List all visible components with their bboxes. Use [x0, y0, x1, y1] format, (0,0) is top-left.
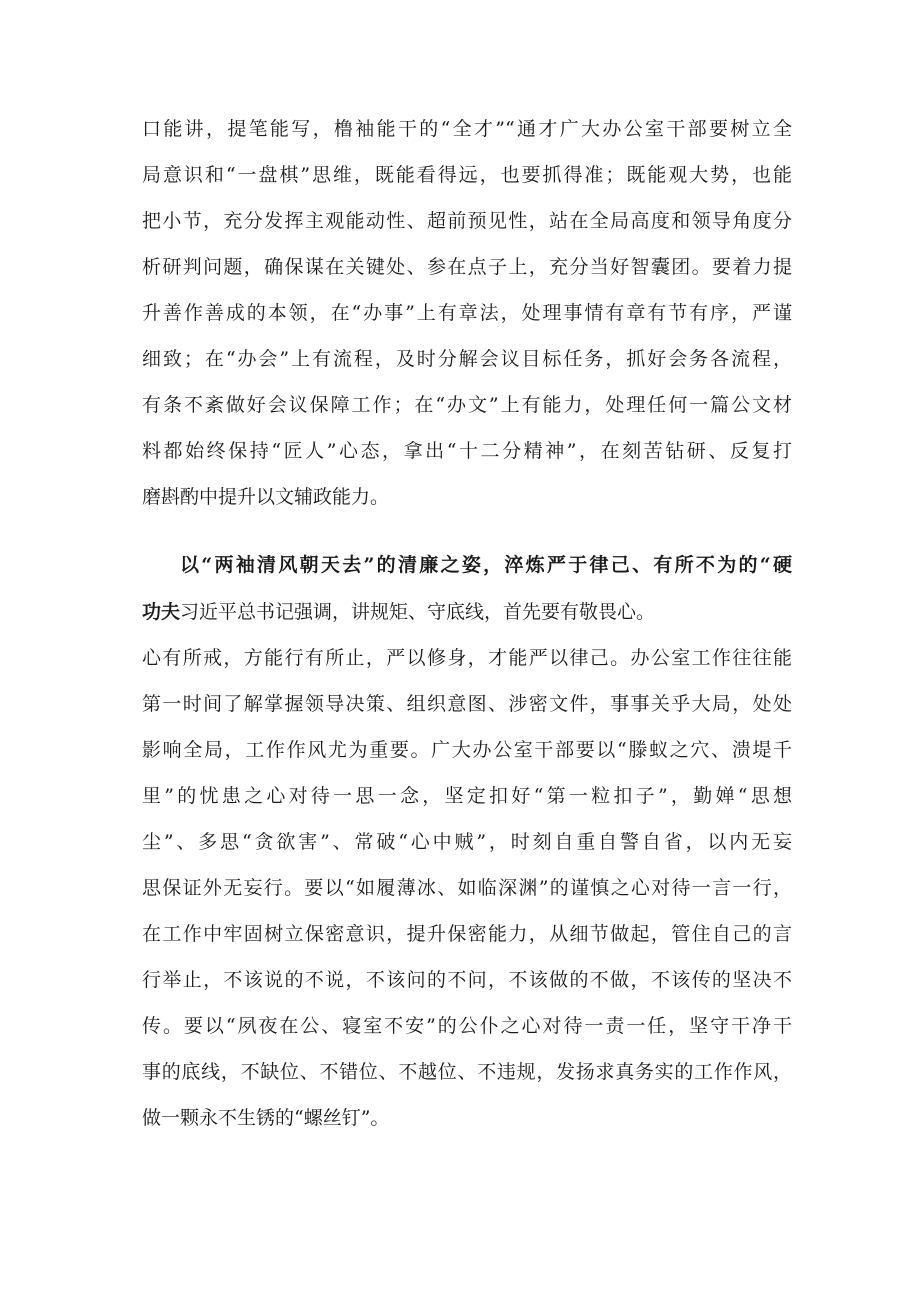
paragraph-1-line-9: 磨斟酌中提升以文辅政能力。 [142, 486, 390, 508]
paragraph-2-line-7: 在工作中牢固树立保密意识，提升保密能力，从细节做起，管住自己的言 [142, 923, 792, 945]
paragraph-1-line-6: 细致；在“办会”上有流程，及时分解会议目标任务，抓好会务各流程， [142, 348, 792, 370]
section-heading-bold-end: 功夫 [142, 601, 181, 623]
section-heading-line-1: 以“两袖清风朝天去”的清廉之姿，淬炼严于律己、有所不为的“硬 [180, 554, 792, 576]
section-heading-continuation: 习近平总书记强调，讲规矩、守底线，首先要有敬畏心。 [180, 601, 656, 623]
paragraph-2-line-6: 思保证外无妄行。要以“如履薄冰、如临深渊”的谨慎之心对待一言一行， [142, 877, 792, 899]
paragraph-2-line-9: 传。要以“夙夜在公、寝室不安”的公仆之心对待一责一任，坚守干净干 [142, 1015, 792, 1037]
paragraph-1-line-1: 口能讲，提笔能写，橹袖能干的“全才”“通才广大办公室干部要树立全 [142, 118, 792, 140]
paragraph-1-line-8: 料都始终保持“匠人”心态，拿出“十二分精神”，在刻苦钻研、反复打 [142, 440, 792, 462]
paragraph-2-line-11: 做一颗永不生锈的“螺丝钉”。 [142, 1107, 390, 1129]
section-heading-line-2 [142, 597, 792, 627]
paragraph-1-line-3: 把小节，充分发挥主观能动性、超前预见性，站在全局高度和领导角度分 [142, 210, 792, 232]
paragraph-1-line-5: 升善作善成的本领，在“办事”上有章法，处理事情有章有节有序，严谨 [142, 302, 792, 324]
paragraph-2-line-1: 心有所戒，方能行有所止，严以修身，才能严以律己。办公室工作往往能 [142, 647, 792, 669]
paragraph-1-line-4: 析研判问题，确保谋在关键处、参在点子上，充分当好智囊团。要着力提 [142, 256, 792, 278]
paragraph-2-line-4: 里”的忧患之心对待一思一念，坚定扣好“第一粒扣子”，勤婵“思想 [142, 785, 792, 807]
paragraph-2-line-3: 影响全局，工作作风尤为重要。广大办公室干部要以“滕蚁之穴、溃堤千 [142, 739, 792, 761]
paragraph-1-line-2: 局意识和“一盘棋”思维，既能看得远，也要抓得准；既能观大势，也能 [142, 164, 792, 186]
paragraph-1-line-7: 有条不紊做好会议保障工作；在“办文”上有能力，处理任何一篇公文材 [142, 394, 792, 416]
paragraph-2-line-8: 行举止，不该说的不说，不该问的不问，不该做的不做，不该传的坚决不 [142, 969, 792, 991]
paragraph-2-line-10: 事的底线，不缺位、不错位、不越位、不违规，发扬求真务实的工作作风， [142, 1061, 792, 1083]
paragraph-2-line-5: 尘”、多思“贪欲害”、常破“心中贼”，时刻自重自警自省，以内无妄 [142, 831, 792, 853]
paragraph-2-line-2: 第一时间了解掌握领导决策、组织意图、涉密文件，事事关乎大局，处处 [142, 693, 792, 715]
